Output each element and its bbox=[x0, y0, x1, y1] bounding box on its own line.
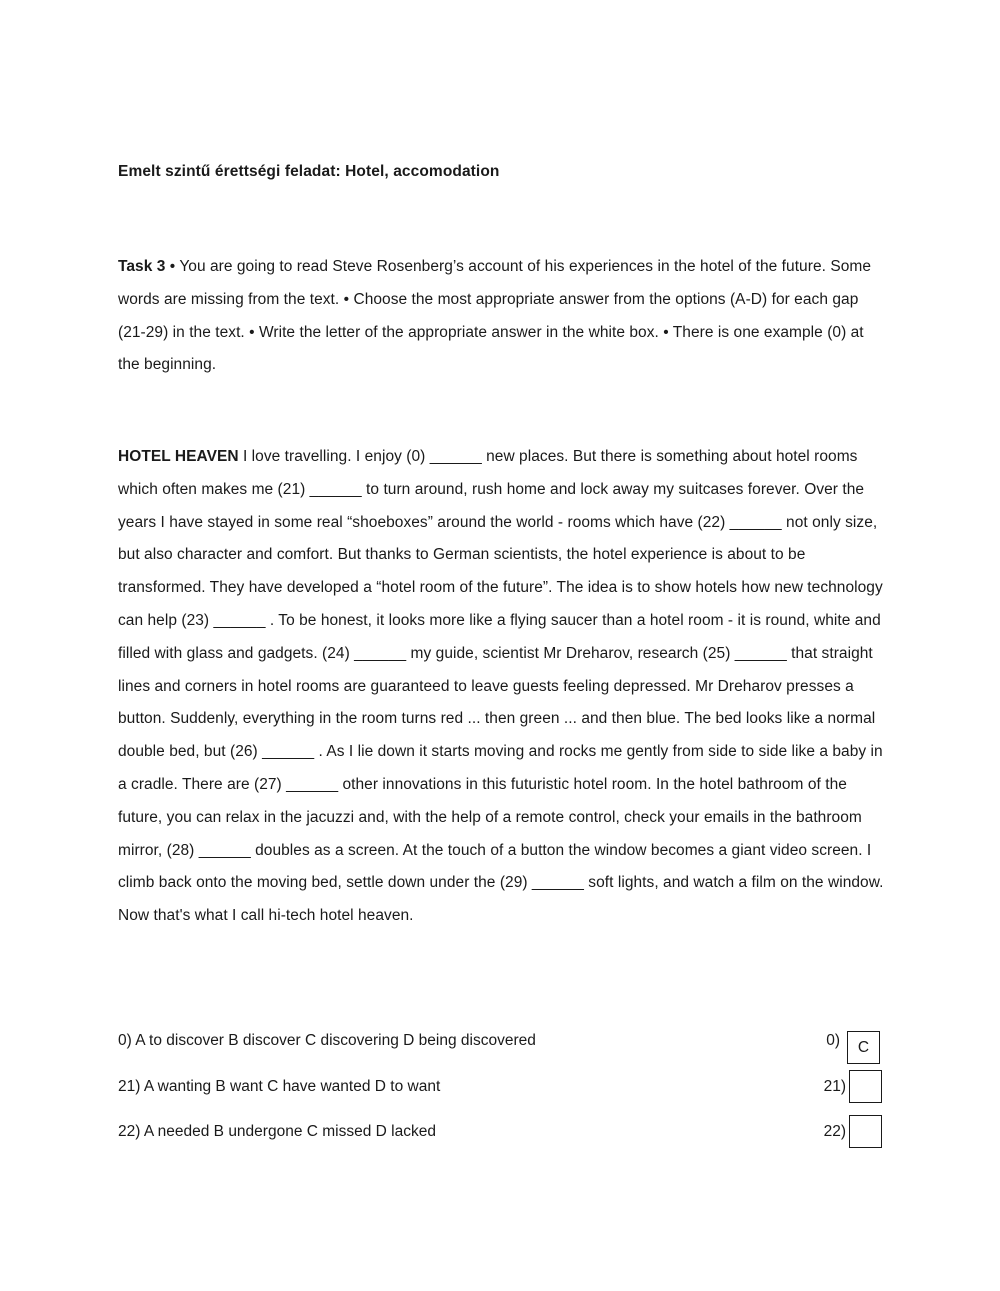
page-title: Emelt szintű érettségi feladat: Hotel, accomodation bbox=[118, 163, 500, 180]
question-row-22 bbox=[118, 1120, 888, 1156]
task-text: • You are going to read Steve Rosenberg’s account of his experiences in the hotel of the future. Some words are missing from the text. • Choose the most appropriate answer from the options (A-D) for each gap (21-29) in the text. • Write the letter of the appropriate answer in the white box. • There is one example (0) at the beginning. bbox=[118, 258, 872, 374]
answer-box-0[interactable] bbox=[847, 1031, 880, 1064]
answer-box-21[interactable] bbox=[849, 1070, 882, 1103]
question-number-0: 0) bbox=[826, 1032, 840, 1049]
task-instructions bbox=[118, 251, 888, 382]
question-options-22: 22) A needed B undergone C missed D lacked bbox=[118, 1123, 436, 1140]
task-label: Task 3 bbox=[118, 258, 166, 275]
question-number-22: 22) bbox=[823, 1123, 846, 1140]
question-number-21: 21) bbox=[823, 1078, 846, 1095]
question-options-0: 0) A to discover B discover C discovering D being discovered bbox=[118, 1032, 536, 1049]
answer-box-22[interactable] bbox=[849, 1115, 882, 1148]
question-row-21 bbox=[118, 1075, 888, 1111]
question-options-21: 21) A wanting B want C have wanted D to want bbox=[118, 1078, 441, 1095]
reading-text bbox=[118, 441, 888, 933]
question-row-0 bbox=[118, 1029, 888, 1065]
story-text: I love travelling. I enjoy (0) ______ new places. But there is something about hotel rooms which often makes me (21) ______ to turn around, rush home and lock away my suitcases forever. Over the years I have stayed in some real “shoeboxes” around the world - rooms which have (22) ______ not only size, but also character and comfort. But thanks to German scientists, the hotel experience is about to be transformed. They have developed a “hotel room of the future”. The idea is to show hotels how new technology can help (23) ______ . To be honest, it looks more like a flying saucer than a hotel room - it is round, white and filled with glass and gadgets. (24) ______ my guide, scientist Mr Dreharov, research (25) ______ that straight lines and corners in hotel rooms are guaranteed to leave guests feeling depressed. Mr Dreharov presses a button. Suddenly, everything in the room turns red ... then green ... and then blue. The bed looks like a normal double bed, but (26) ______ . As I lie down it starts moving and rocks me gently from side to side like a baby in a cradle. There are (27) ______ other innovations in this futuristic hotel room. In the hotel bathroom of the future, you can relax in the jacuzzi and, with the help of a remote control, check your emails in the bathroom mirror, (28) ______ doubles as a screen. At the touch of a button the window becomes a giant video screen. I climb back onto the moving bed, settle down under the (29) ______ soft lights, and watch a film on the window. Now that's what I call hi-tech hotel heaven. bbox=[118, 448, 884, 925]
story-heading: HOTEL HEAVEN bbox=[118, 448, 239, 465]
